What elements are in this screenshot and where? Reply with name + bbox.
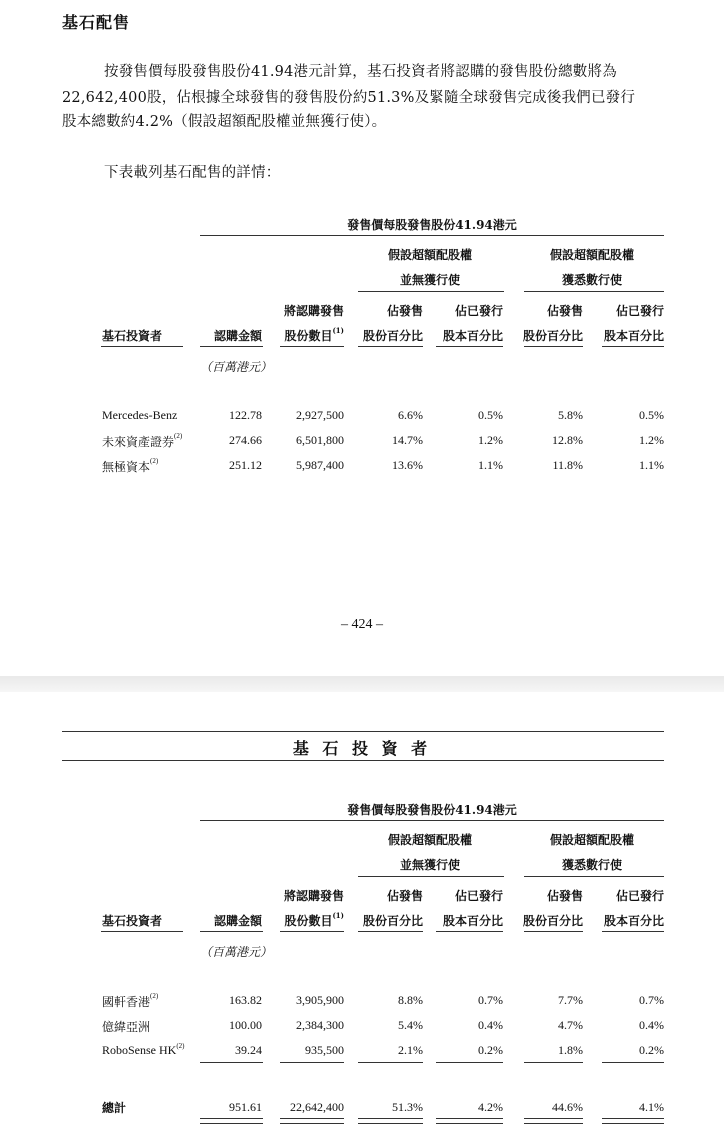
col-g1b-line1: 佔已發行: [454, 889, 503, 903]
investor-name: 億緯亞洲: [102, 1020, 151, 1034]
col-g1a-line1: 佔發售: [386, 889, 423, 903]
cell-g2a: 7.7%: [558, 993, 583, 1007]
total-g2b: 4.1%: [639, 1100, 664, 1114]
banner-bottom-rule: [62, 760, 664, 761]
subtotal-rule: [280, 1062, 344, 1063]
cell-shares: 2,927,500: [296, 408, 344, 422]
col-g1a-line1: 佔發售: [386, 304, 423, 318]
cell-amount: 274.66: [229, 433, 262, 447]
col-shares-line2: 股份數目$^{(1)}$: [284, 326, 344, 343]
cell-g1b: 0.7%: [478, 993, 503, 1007]
total-g2a: 44.6%: [552, 1100, 583, 1114]
cell-amount: 39.24: [235, 1043, 262, 1057]
divider: [524, 931, 583, 932]
unit-label: （百萬港元）: [200, 945, 273, 959]
col-g2b-line1: 佔已發行: [615, 889, 664, 903]
group1-header-line2: 並無獲行使: [399, 858, 460, 872]
cell-g2a: 4.7%: [558, 1018, 583, 1032]
cell-g2b: 0.4%: [639, 1018, 664, 1032]
divider: [524, 291, 664, 292]
col-g1b-line2: 股本百分比: [442, 914, 503, 928]
col-g2b-line1: 佔已發行: [615, 304, 664, 318]
subtotal-rule: [358, 1062, 423, 1063]
group2-header-line1: 假設超額配股權: [549, 248, 634, 262]
total-double-rule: [524, 1118, 583, 1124]
total-shares: 22,642,400: [290, 1100, 344, 1114]
col-g1b-line2: 股本百分比: [442, 329, 503, 343]
col-amount: 認購金額: [213, 329, 262, 343]
cell-shares: 6,501,800: [296, 433, 344, 447]
divider: [200, 235, 664, 236]
col-investor: 基石投資者: [102, 329, 163, 343]
col-g2b-line2: 股本百分比: [603, 329, 664, 343]
cell-g1b: 0.5%: [478, 408, 503, 422]
investor-name: 國軒香港$^{(2)}$: [102, 992, 159, 1009]
divider: [358, 876, 504, 877]
group1-header-line1: 假設超額配股權: [387, 833, 472, 847]
divider: [602, 931, 664, 932]
banner-top-rule: [62, 731, 664, 732]
cell-shares: 935,500: [305, 1043, 344, 1057]
cell-g2a: 1.8%: [558, 1043, 583, 1057]
col-g2b-line2: 股本百分比: [603, 914, 664, 928]
cell-g2b: 1.1%: [639, 458, 664, 472]
col-g2a-line1: 佔發售: [546, 889, 583, 903]
divider: [280, 346, 344, 347]
divider: [524, 876, 664, 877]
divider: [101, 346, 183, 347]
cell-g2b: 1.2%: [639, 433, 664, 447]
paragraph-line-1: 按發售價每股發售股份41.94港元計算，基石投資者將認購的發售股份總數將為: [104, 64, 617, 80]
col-g1a-line2: 股份百分比: [362, 329, 423, 343]
page-gap: [0, 676, 724, 692]
price-header: 發售價每股發售股份41.94港元: [347, 218, 517, 232]
cell-g2a: 12.8%: [552, 433, 583, 447]
cell-g2a: 5.8%: [558, 408, 583, 422]
cell-g2b: 0.7%: [639, 993, 664, 1007]
cell-g1a: 13.6%: [392, 458, 423, 472]
table-intro: 下表載列基石配售的詳情：: [104, 165, 281, 181]
cell-shares: 2,384,300: [296, 1018, 344, 1032]
total-double-rule: [602, 1118, 664, 1124]
divider: [280, 931, 344, 932]
total-amount: 951.61: [229, 1100, 262, 1114]
cell-g1a: 14.7%: [392, 433, 423, 447]
divider: [200, 346, 263, 347]
cell-g1a: 2.1%: [398, 1043, 423, 1057]
col-g2a-line1: 佔發售: [546, 304, 583, 318]
cell-g1a: 5.4%: [398, 1018, 423, 1032]
investor-name: 未來資產證券$^{(2)}$: [102, 432, 183, 449]
group1-header-line1: 假設超額配股權: [387, 248, 472, 262]
unit-label: （百萬港元）: [200, 360, 273, 374]
col-g1b-line1: 佔已發行: [454, 304, 503, 318]
page-number: – 424 –: [341, 617, 383, 632]
group1-header-line2: 並無獲行使: [399, 273, 460, 287]
divider: [524, 346, 583, 347]
cell-g1b: 1.2%: [478, 433, 503, 447]
cell-amount: 100.00: [229, 1018, 262, 1032]
divider: [200, 931, 263, 932]
col-shares-line2: 股份數目$^{(1)}$: [284, 911, 344, 928]
cell-g1b: 0.4%: [478, 1018, 503, 1032]
divider: [358, 931, 423, 932]
divider: [101, 931, 183, 932]
subtotal-rule: [602, 1062, 664, 1063]
cell-g2a: 11.8%: [552, 458, 583, 472]
cell-g1b: 0.2%: [478, 1043, 503, 1057]
cell-amount: 122.78: [229, 408, 262, 422]
total-double-rule: [200, 1118, 263, 1124]
cell-g1b: 1.1%: [478, 458, 503, 472]
subtotal-rule: [200, 1062, 263, 1063]
col-g2a-line2: 股份百分比: [522, 914, 583, 928]
group2-header-line1: 假設超額配股權: [549, 833, 634, 847]
section-title: 基石配售: [62, 13, 131, 32]
investor-name: RoboSense HK$^{(2)}$: [102, 1042, 185, 1057]
subtotal-rule: [524, 1062, 583, 1063]
cell-shares: 3,905,900: [296, 993, 344, 1007]
divider: [200, 820, 664, 821]
cell-amount: 251.12: [229, 458, 262, 472]
price-header: 發售價每股發售股份41.94港元: [347, 803, 517, 817]
col-g1a-line2: 股份百分比: [362, 914, 423, 928]
divider: [436, 931, 503, 932]
divider: [358, 346, 423, 347]
divider: [436, 346, 503, 347]
investor-name: 無極資本$^{(2)}$: [102, 457, 159, 474]
divider: [602, 346, 664, 347]
total-label: 總計: [102, 1101, 127, 1115]
col-investor: 基石投資者: [102, 914, 163, 928]
page-banner-title: 基 石 投 資 者: [292, 739, 432, 758]
paragraph-line-2: 22,642,400股，佔根據全球發售的發售股份約51.3%及緊隨全球發售完成後我們已發行: [62, 90, 636, 106]
col-shares-line1: 將認購發售: [283, 889, 344, 903]
col-amount: 認購金額: [213, 914, 262, 928]
total-g1b: 4.2%: [478, 1100, 503, 1114]
cell-g1a: 8.8%: [398, 993, 423, 1007]
subtotal-rule: [436, 1062, 503, 1063]
cell-g1a: 6.6%: [398, 408, 423, 422]
group2-header-line2: 獲悉數行使: [561, 273, 622, 287]
paragraph-line-3: 股本總數約4.2%（假設超額配股權並無獲行使）。: [62, 114, 387, 130]
col-g2a-line2: 股份百分比: [522, 329, 583, 343]
col-shares-line1: 將認購發售: [283, 304, 344, 318]
total-double-rule: [358, 1118, 423, 1124]
total-double-rule: [436, 1118, 503, 1124]
total-double-rule: [280, 1118, 344, 1124]
cell-g2b: 0.5%: [639, 408, 664, 422]
cell-amount: 163.82: [229, 993, 262, 1007]
cell-g2b: 0.2%: [639, 1043, 664, 1057]
total-g1a: 51.3%: [392, 1100, 423, 1114]
divider: [358, 291, 504, 292]
group2-header-line2: 獲悉數行使: [561, 858, 622, 872]
investor-name: Mercedes-Benz: [102, 408, 178, 422]
cell-shares: 5,987,400: [296, 458, 344, 472]
